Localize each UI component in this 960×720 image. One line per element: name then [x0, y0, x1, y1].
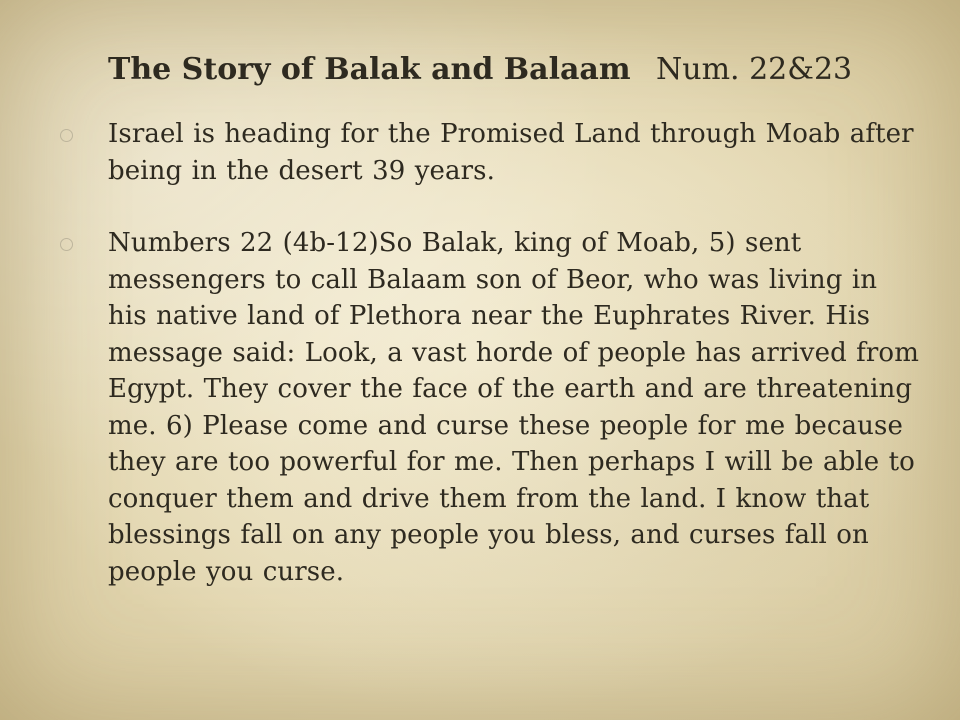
bullet-text: Israel is heading for the Promised Land through Moab after being in the desert 39 years. [108, 119, 914, 186]
bullet-item [60, 116, 920, 196]
hollow-circle-bullet-icon [60, 129, 73, 142]
hollow-circle-bullet-icon [60, 238, 73, 251]
slide-title [108, 48, 908, 92]
bullet-text: Numbers 22 (4b-12)So Balak, king of Moab, 5) sent messengers to call Balaam son of Beor, who was living in his native land of Plethora near the Euphrates River. His message said: Look, a vast horde of people has arrived from Egypt. They cover the face of the earth and are threatening me. 6) Please come and curse these people for me because they are too powerful for me. Then perhaps I will be able to conquer them and drive them from the land. I know that blessings fall on any people you bless, and curses fall on people you curse. [108, 228, 919, 587]
bullet-item [60, 225, 920, 665]
slide-title-text: The Story of Balak and Balaam [108, 52, 631, 87]
scripture-reference: Num. 22&23 [656, 52, 853, 87]
